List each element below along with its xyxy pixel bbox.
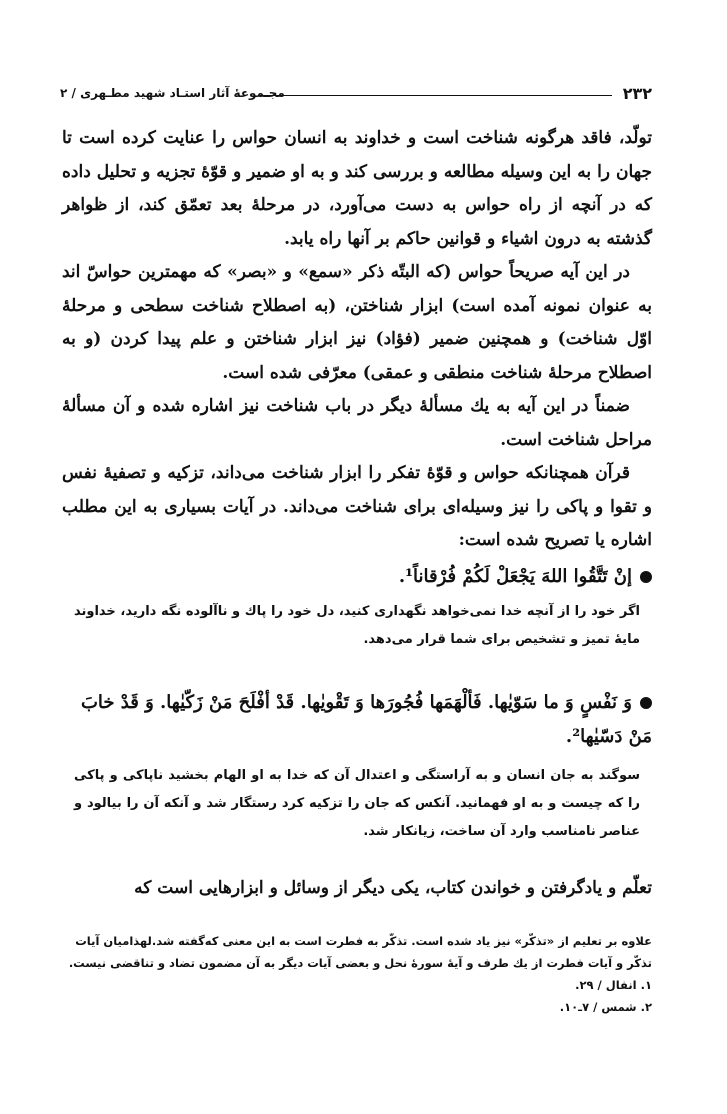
running-title: مجـموعهٔ آثار استـاد شهید مطـهری / ۲	[60, 86, 285, 100]
verse-arabic: إنْ تَتَّقُوا اللهَ يَجْعَلْ لَكُمْ فُرْقاناً¹.	[398, 566, 632, 587]
footnote-note: علاوه بر تعلیم از «تذکّر» نیز یاد شده است. تذکّر به فطرت است به این معنی که‌گفته شد.لهذامیان آیات تذکّر و آیات فطرت از یك طرف و آیهٔ سورهٔ نحل و بعضی آیات دیگر به آن مضمون تضاد و تناقضی نیست.	[68, 934, 652, 970]
page-number: ۲۳۲	[622, 84, 652, 103]
verse-2-translation: سوگند به جان انسان و به آراستگی و اعتدال آن که خدا به او الهام بخشید ناپاکی و پاکی را که چیست و به او فهمانید. آنکس که جان را تزکیه کرد رستگار شد و آنکه آن را بیالود و عناصر نامناسب وارد آن ساخت، زیانکار شد.	[74, 768, 640, 839]
page-header	[60, 84, 652, 106]
verse-2	[62, 686, 652, 754]
bullet-icon	[640, 697, 652, 709]
footnotes	[62, 930, 652, 1018]
paragraph: تولّد، فاقد هرگونه شناخت است و خداوند به انسان حواس را عنایت کرده است تا جهان را به این وسیله مطالعه و بررسی کند و به او ضمیر و قوّهٔ تجزیه و تحلیل داده که در آنچه از راه حواس به دست می‌آورد، در مرحلهٔ بعد تعمّق کند، از ظواهر گذشته به درون اشیاء و قوانین حاکم بر آنها راه یابد.	[62, 128, 653, 249]
footnote-1: ۱. انفال / ۲۹.	[575, 978, 652, 992]
header-rule	[260, 95, 612, 96]
verse-1	[62, 560, 652, 594]
paragraph: در این آیه صریحاً حواس (که البتّه ذکر «سمع» و «بصر» که مهمترین حواسّ اند به عنوان نمونه آمده است) ابزار شناختن، (به اصطلاح شناخت سطحی و مرحلهٔ اوّل شناخت) و همچنین ضمیر (فؤاد) نیز ابزار شناختن و علم پیدا کردن (و به اصطلاح مرحلهٔ شناخت منطقی و عمقی) معرّفی شده است.	[62, 262, 652, 383]
verse-1-translation: اگر خود را از آنچه خدا نمی‌خواهد نگهداری کنید، دل خود را پاك و ناآلوده نگه دارید، خداوند مایهٔ تمیز و تشخیص برای شما قرار می‌دهد.	[74, 604, 640, 647]
footnote-2: ۲. شمس / ۷ـ۱۰.	[559, 1000, 652, 1014]
paragraph: ضمناً در این آیه به یك مسألهٔ دیگر در باب شناخت نیز اشاره شده و آن مسألهٔ مراحل شناخت است.	[62, 396, 652, 450]
bullet-icon	[640, 571, 652, 583]
main-text	[62, 122, 652, 558]
verse-arabic: وَ نَفْسٍ وَ ما سَوّيٰها. فَألْهَمَها فُجُورَها وَ تَقْويٰها. قَدْ أفْلَحَ مَنْ زَكّيٰها. وَ قَدْ خابَ مَنْ دَسّيٰها².	[80, 692, 652, 747]
paragraph: قرآن همچنانکه حواس و قوّهٔ تفکر را ابزار شناخت می‌داند، تزکیه و تصفیهٔ نفس و تقوا و پاکی را نیز وسیله‌ای برای شناخت می‌داند. در آیات بسیاری به این مطلب اشاره یا تصریح شده است:	[62, 463, 652, 550]
closing-line: تعلّم و یادگرفتن و خواندن کتاب، یکی دیگر از وسائل و ابزارهایی است که	[134, 878, 652, 898]
